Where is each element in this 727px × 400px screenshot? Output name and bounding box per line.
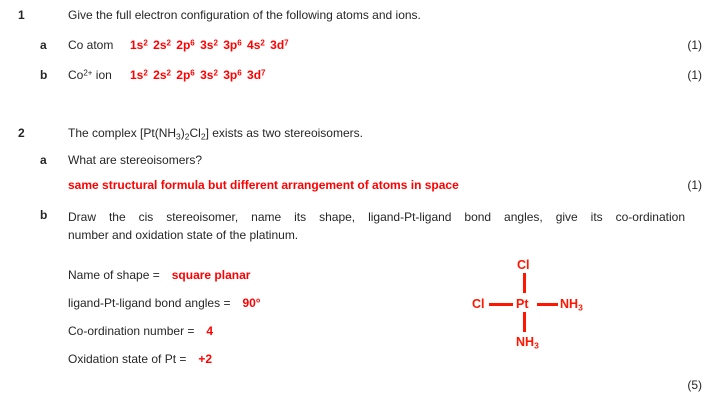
central-atom-label: Pt — [516, 297, 529, 311]
answer-field-bond-angles — [68, 296, 261, 310]
part-2a-label: a — [40, 153, 47, 167]
part-1a-answer: $1s^2$ $2s^2$ $2p^6$ $3s^2$ $3p^6$ $4s^2$ $3d^7$ — [130, 38, 289, 52]
field-label-bond-angles: ligand-Pt-ligand bond angles = — [68, 296, 231, 310]
part-2a-marks: (1) — [687, 178, 702, 192]
field-label-coordination-number: Co-ordination number = — [68, 324, 195, 338]
question-1-number: 1 — [18, 8, 25, 22]
part-2b-marks: (5) — [687, 378, 702, 392]
field-label-oxidation-state: Oxidation state of Pt = — [68, 352, 187, 366]
question-2-prompt: The complex $[Pt(NH_3)_2Cl_2]$ exists as two stereoisomers. — [68, 126, 363, 142]
field-answer-oxidation-state: +2 — [198, 352, 213, 366]
field-answer-shape: square planar — [171, 268, 251, 282]
pt-cl-left-bond — [489, 303, 513, 306]
part-1b-item: $Co^{2+}$ ion — [68, 68, 112, 82]
answer-field-coordination-number — [68, 324, 213, 338]
question-1-prompt: Give the full electron configuration of the following atoms and ions. — [68, 8, 421, 22]
field-answer-bond-angles: 90° — [242, 296, 261, 310]
pt-nh3-right-bond — [537, 303, 558, 306]
part-1a-item: Co atom — [68, 38, 114, 52]
ligand-label-right: $NH_3$ — [560, 297, 583, 313]
part-1b-label: b — [40, 68, 48, 82]
pt-cl-top-bond — [523, 273, 526, 293]
ligand-label-top: Cl — [517, 258, 530, 272]
part-2a-question: What are stereoisomers? — [68, 153, 203, 167]
answer-field-oxidation-state — [68, 352, 212, 366]
answer-field-shape — [68, 268, 250, 282]
part-2b-question-line-2: number and oxidation state of the platinum. — [68, 228, 299, 242]
pt-nh3-bottom-bond — [523, 312, 526, 332]
part-2a-answer: same structural formula but different arrangement of atoms in space — [68, 178, 459, 192]
ligand-label-left: Cl — [472, 297, 485, 311]
part-1a-marks: (1) — [687, 38, 702, 52]
part-1a-label: a — [40, 38, 47, 52]
part-1b-answer: $1s^2$ $2s^2$ $2p^6$ $3s^2$ $3p^6$ $3d^7$ — [130, 68, 266, 82]
ligand-label-bottom: $NH_3$ — [516, 335, 539, 351]
part-2b-question-line-1: Draw the cis stereoisomer, name its shape, ligand-Pt-ligand bond angles, give its co-ordination — [68, 210, 685, 224]
field-label-shape: Name of shape = — [68, 268, 160, 282]
field-answer-coordination-number: 4 — [206, 324, 214, 338]
part-2b-label: b — [40, 208, 48, 222]
part-1b-marks: (1) — [687, 68, 702, 82]
question-2-number: 2 — [18, 126, 25, 140]
part-2b-question — [68, 208, 685, 244]
